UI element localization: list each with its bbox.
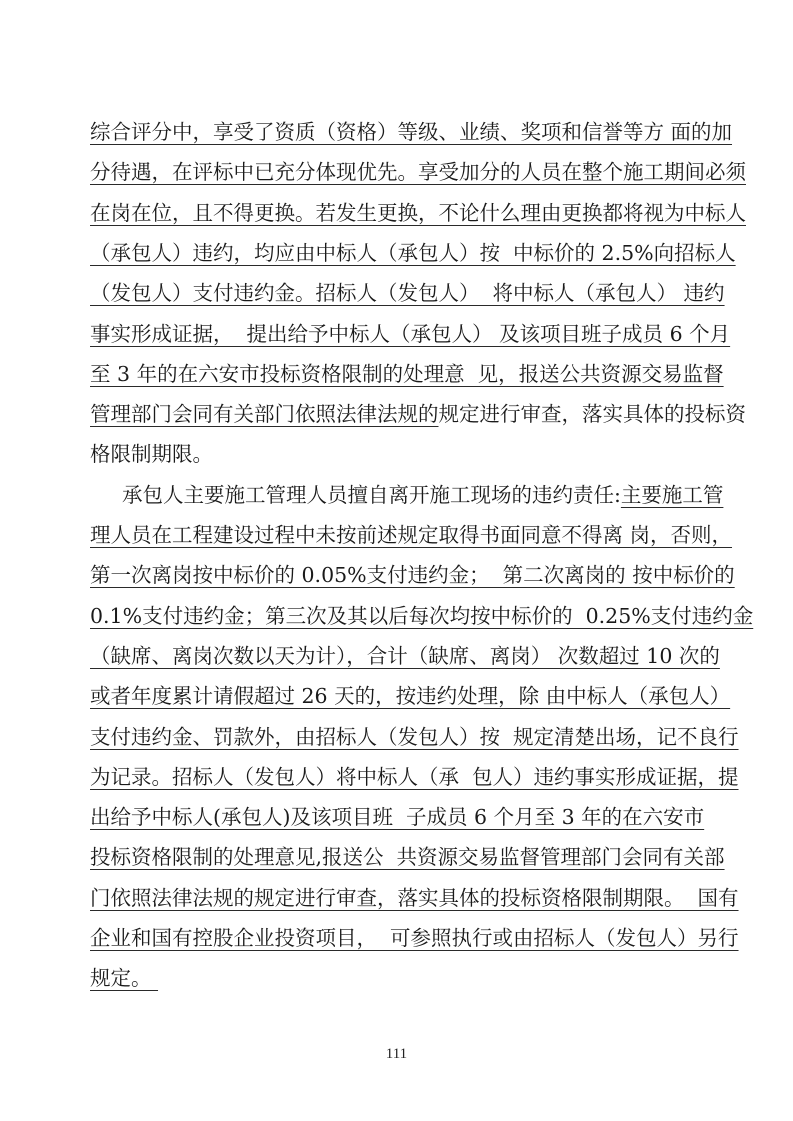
- text-segment: 支付违约金、罚款外，由招标人（发包人）按 规定清楚出场，记不良行: [90, 724, 739, 749]
- text-segment: （发包人）支付违约金。招标人（发包人） 将中标人（承包人） 违约: [90, 281, 725, 306]
- text-segment: 出给予中标人(承包人)及该项目班 子成员 6 个月至 3 年的在六安市: [90, 805, 705, 830]
- text-segment: 主要施工管: [620, 482, 724, 507]
- text-line: [90, 924, 739, 954]
- text-segment: 承包人主要施工管理人员擅自离开施工现场的违约责任:: [122, 482, 621, 507]
- text-segment: 第一次离岗按中标价的 0.05%支付违约金； 第二次离岗的 按中标价的: [90, 563, 735, 588]
- text-segment: 0.1%支付违约金；第三次及其以后每次均按中标价的 0.25%支付违约金: [90, 603, 754, 628]
- text-line: [90, 279, 725, 309]
- text-line: [90, 642, 720, 672]
- text-segment: 规定进行审查，落实具体的投标资: [438, 402, 746, 427]
- text-segment: 分待遇，在评标中已充分体现优先。享受加分的人员在整个施工期间必须: [90, 160, 746, 185]
- text-segment: 或者年度累计请假超过 26 天的，按违约处理，除 由中标人（承包人）: [90, 684, 731, 709]
- text-line: [90, 440, 715, 470]
- text-line: [90, 964, 715, 994]
- text-line: [90, 803, 715, 833]
- text-segment: 投标资格限制的处理意见,报送公 共资源交易监督管理部门会同有关部: [90, 845, 725, 870]
- text-line: [90, 763, 739, 793]
- text-line: [90, 602, 754, 632]
- text-segment: 综合评分中，享受了资质（资格）等级、业绩、奖项和信誉等方 面的加: [90, 120, 733, 144]
- text-line: [90, 158, 746, 188]
- text-line: [90, 843, 725, 873]
- text-segment: 管理部门会同有关部门依照法律法规的: [90, 402, 439, 427]
- page-number: 111: [385, 1046, 408, 1062]
- text-segment: 理人员在工程建设过程中未按前述规定取得书面同意不得离 岗，否则，: [90, 523, 733, 547]
- text-line: [90, 320, 731, 350]
- text-line: [90, 682, 731, 712]
- text-segment: 格限制期限。: [90, 442, 213, 467]
- text-segment: 为记录。招标人（发包人）将中标人（承 包人）违约事实形成证据，提: [90, 764, 739, 789]
- text-segment: 在岗在位，且不得更换。若发生更换，不论什么理由更换都将视为中标人: [90, 200, 746, 225]
- text-segment: 至 3 年的在六安市投标资格限制的处理意 见，报送公共资源交易监督: [90, 361, 724, 386]
- text-line: [90, 400, 746, 430]
- text-line: [90, 239, 736, 269]
- text-line: [90, 199, 746, 229]
- text-line: [90, 884, 739, 914]
- text-line: [122, 481, 724, 511]
- text-line: [90, 723, 739, 753]
- text-segment: （承包人）违约，均应由中标人（承包人）按 中标价的 2.5%向招标人: [90, 240, 736, 265]
- text-line: [90, 521, 733, 551]
- text-segment: 事实形成证据， 提出给予中标人（承包人） 及该项目班子成员 6 个月: [90, 321, 731, 346]
- text-segment: 企业和国有控股企业投资项目， 可参照执行或由招标人（发包人）另行: [90, 926, 739, 950]
- text-segment: 门依照法律法规的规定进行审查，落实具体的投标资格限制期限。 国有: [90, 885, 739, 910]
- text-segment: 规定。: [90, 966, 159, 991]
- text-segment: （缺席、离岗次数以天为计），合计（缺席、离岗） 次数超过 10 次的: [90, 643, 720, 668]
- text-line: [90, 360, 724, 390]
- text-line: [90, 118, 733, 148]
- text-line: [90, 561, 735, 591]
